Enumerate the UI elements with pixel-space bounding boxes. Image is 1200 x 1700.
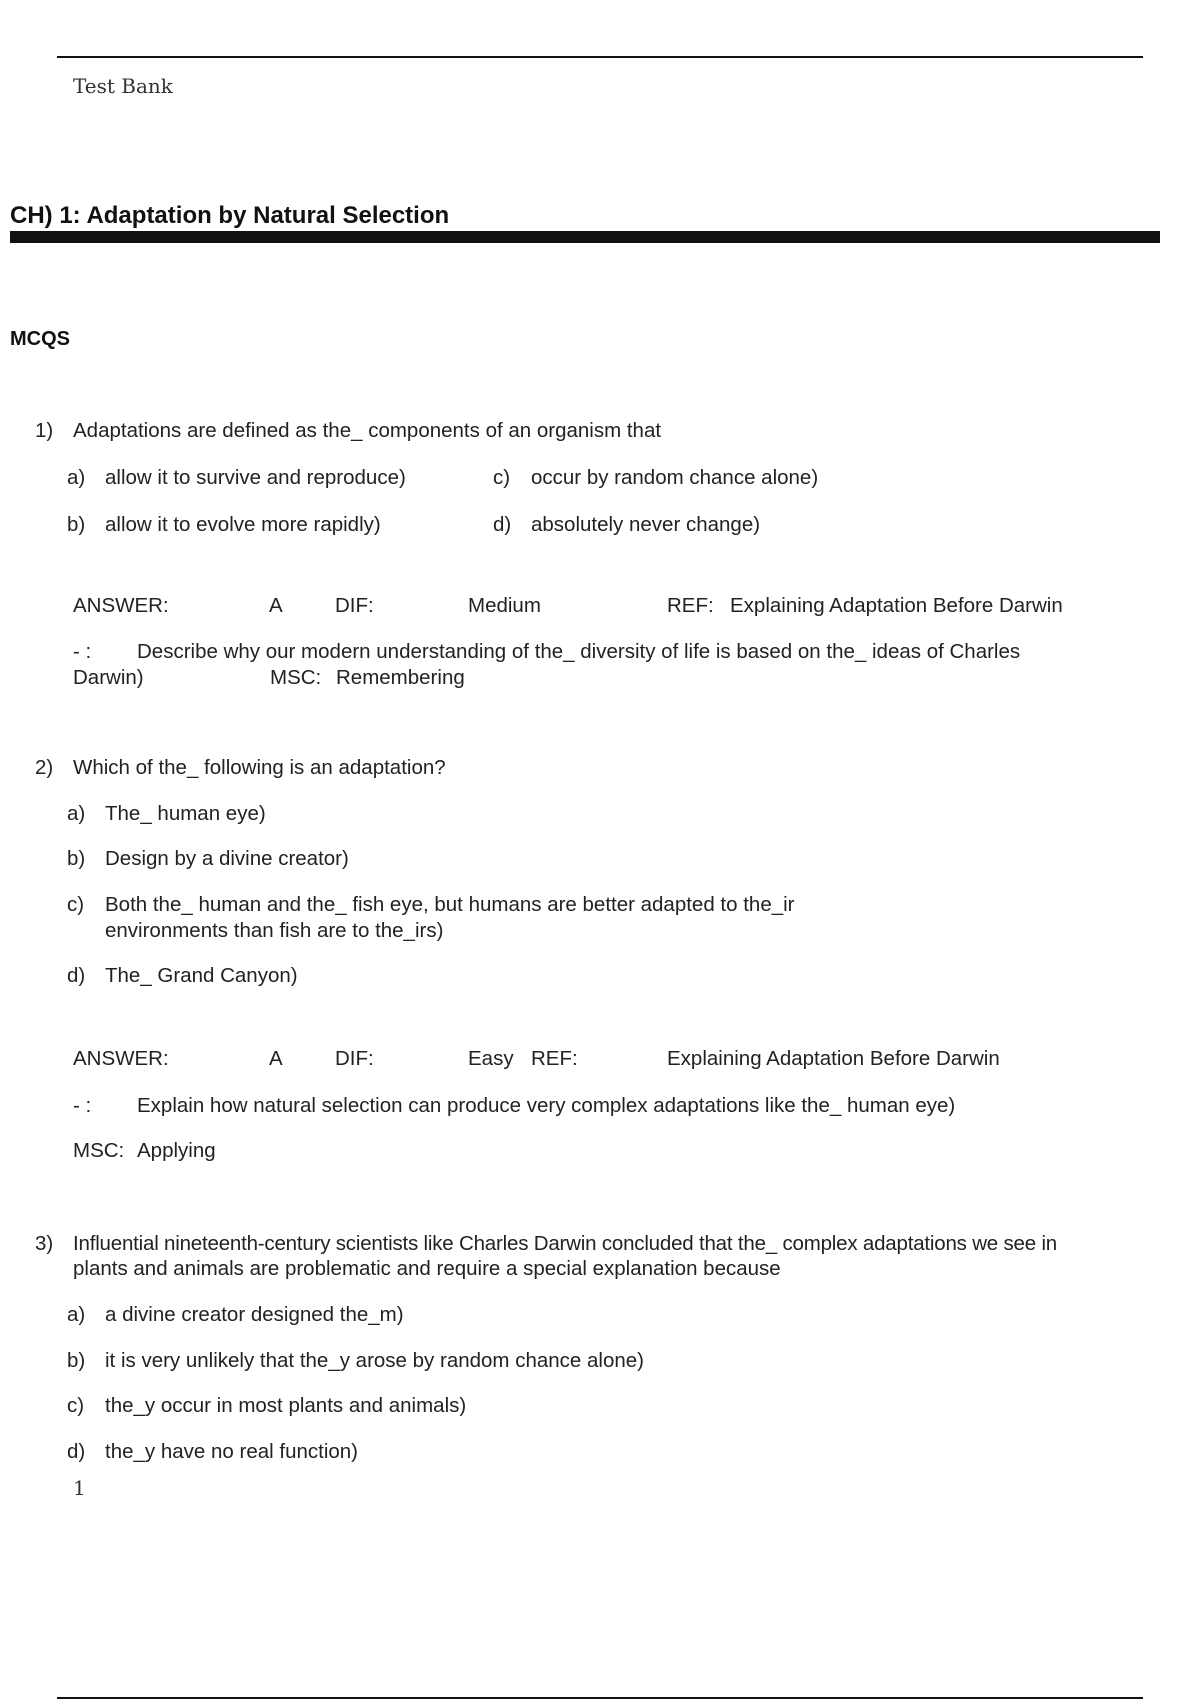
- option-text: Both the_ human and the_ fish eye, but humans are better adapted to the_ir: [105, 893, 795, 916]
- answer-label: ANSWER:: [73, 1047, 169, 1070]
- option-text: The_ Grand Canyon): [105, 964, 298, 987]
- option-letter: b): [67, 1349, 86, 1372]
- option-text: a divine creator designed the_m): [105, 1303, 404, 1326]
- option-text: allow it to survive and reproduce): [105, 466, 406, 489]
- question-text: Which of the_ following is an adaptation?: [73, 756, 446, 779]
- msc-value: Applying: [137, 1139, 216, 1162]
- question-number: 2): [35, 756, 54, 779]
- page-number: 1: [73, 1476, 86, 1500]
- section-label: MCQS: [10, 328, 70, 350]
- answer-value: A: [269, 1047, 283, 1070]
- dif-value: Easy: [468, 1047, 514, 1070]
- objective-text-continued: Darwin): [73, 666, 144, 689]
- header-title: Test Bank: [73, 74, 173, 98]
- option-text: the_y occur in most plants and animals): [105, 1394, 467, 1417]
- option-text: occur by random chance alone): [531, 466, 819, 489]
- objective-label: - :: [73, 640, 92, 663]
- option-text-continued: environments than fish are to the_irs): [105, 919, 444, 942]
- option-letter: c): [67, 893, 85, 916]
- ref-value: Explaining Adaptation Before Darwin: [667, 1047, 1000, 1070]
- ref-label: REF:: [531, 1047, 578, 1070]
- objective-label: - :: [73, 1094, 92, 1117]
- ref-label: REF:: [667, 594, 714, 617]
- answer-label: ANSWER:: [73, 594, 169, 617]
- option-letter: a): [67, 802, 86, 825]
- option-text: it is very unlikely that the_y arose by random chance alone): [105, 1349, 644, 1372]
- msc-label: MSC:: [270, 666, 322, 689]
- option-text: The_ human eye): [105, 802, 266, 825]
- chapter-title: CH) 1: Adaptation by Natural Selection: [10, 202, 450, 229]
- option-letter: d): [493, 513, 512, 536]
- option-letter: c): [67, 1394, 85, 1417]
- header-rule: [57, 56, 1143, 58]
- answer-value: A: [269, 594, 283, 617]
- option-letter: d): [67, 964, 86, 987]
- msc-value: Remembering: [336, 666, 465, 689]
- footer-rule: [57, 1697, 1143, 1699]
- question-text: Adaptations are defined as the_ components of an organism that: [73, 419, 662, 442]
- option-letter: c): [493, 466, 511, 489]
- option-letter: b): [67, 513, 86, 536]
- dif-value: Medium: [468, 594, 541, 617]
- option-letter: a): [67, 466, 86, 489]
- option-text: the_y have no real function): [105, 1440, 358, 1463]
- option-letter: d): [67, 1440, 86, 1463]
- question-text: Influential nineteenth-century scientists like Charles Darwin concluded that the_ complex adaptations we see in: [73, 1232, 1058, 1255]
- option-text: Design by a divine creator): [105, 847, 349, 870]
- option-text: absolutely never change): [531, 513, 761, 536]
- question-text-continued: plants and animals are problematic and require a special explanation because: [73, 1257, 781, 1280]
- option-letter: b): [67, 847, 86, 870]
- option-letter: a): [67, 1303, 86, 1326]
- question-number: 3): [35, 1232, 54, 1255]
- question-number: 1): [35, 419, 54, 442]
- objective-text: Describe why our modern understanding of the_ diversity of life is based on the_ ideas of Charles: [137, 640, 1021, 663]
- msc-label: MSC:: [73, 1139, 125, 1162]
- objective-text: Explain how natural selection can produce very complex adaptations like the_ human eye): [137, 1094, 956, 1117]
- chapter-rule: [10, 231, 1160, 243]
- dif-label: DIF:: [335, 1047, 374, 1070]
- dif-label: DIF:: [335, 594, 374, 617]
- ref-value: Explaining Adaptation Before Darwin: [730, 594, 1063, 617]
- option-text: allow it to evolve more rapidly): [105, 513, 381, 536]
